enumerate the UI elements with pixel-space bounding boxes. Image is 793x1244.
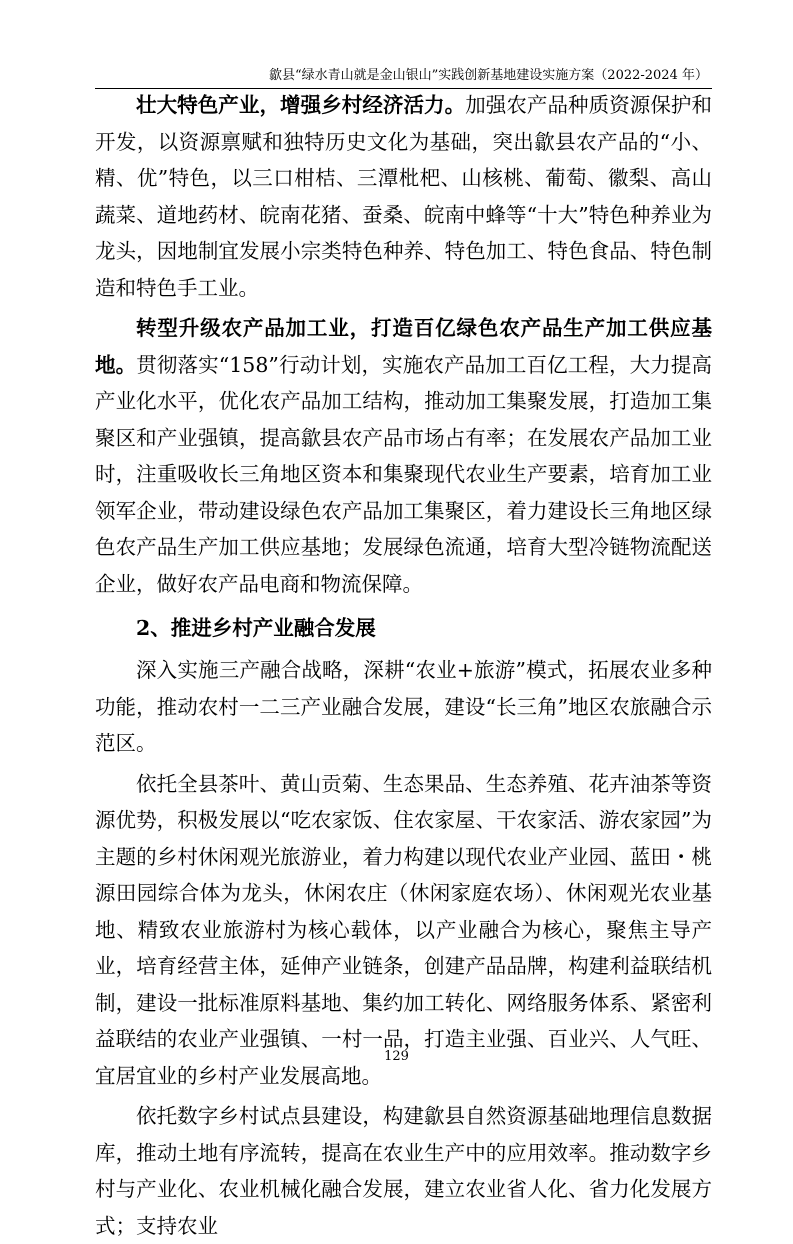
paragraph-leisure-tourism: 依托全县茶叶、黄山贡菊、生态果品、生态养殖、花卉油茶等资源优势，积极发展以“吃农家饭、住农家屋、干农家活、游农家园”为主题的乡村休闲观光旅游业，着力构建以现代农业产业园、蓝田・桃源田园综合体为龙头，休闲农庄（休闲家庭农场）、休闲观光农业基地、精致农业旅游村为核心载体，以产业融合为核心，聚焦主导产业，培育经营主体，延伸产业链条，创建产品品牌，构建利益联结机制，建设一批标准原料基地、集约加工转化、网络服务体系、紧密利益联结的农业产业强镇、一村一品，打造主业强、百业兴、人气旺、宜居宜业的乡村产业发展高地。 [95, 771, 712, 1088]
paragraph-digital-village: 依托数字乡村试点县建设，构建歙县自然资源基础地理信息数据库，推动土地有序流转，提高在农业生产中的应用效率。推动数字乡村与产业化、农业机械化融合发展，建立农业省人化、省力化发展方式；支持农业 [95, 1104, 712, 1238]
page-number: 129 [384, 1049, 409, 1064]
header-title: 歙县“绿水青山就是金山银山”实践创新基地建设实施方案（2022-2024 年） [269, 68, 708, 83]
paragraph-lead: 壮大特色产业，增强乡村经济活力。 [136, 93, 466, 117]
paragraph-integration-strategy: 深入实施三产融合战略，深耕“农业+旅游”模式，拓展农业多种功能，推动农村一二三产业融合发展，建设“长三角”地区农旅融合示范区。 [95, 658, 712, 755]
paragraph-text: 贯彻落实“158”行动计划，实施农产品加工百亿工程，大力提高产业化水平，优化农产品加工结构，推动加工集聚发展，打造加工集聚区和产业强镇，提高歙县农产品市场占有率；在发展农产品加工业时，注重吸收长三角地区资本和集聚现代农业生产要素，培育加工业领军企业，带动建设绿色农产品加工集聚区，着力建设长三角地区绿色农产品生产加工供应基地；发展绿色流通，培育大型冷链物流配送企业，做好农产品电商和物流保障。 [95, 352, 713, 596]
paragraph-processing-industry [95, 310, 712, 602]
paragraph-text: 加强农产品种质资源保护和开发，以资源禀赋和独特历史文化为基础，突出歙县农产品的“小、精、优”特色，以三口柑桔、三潭枇杷、山核桃、葡萄、徽梨、高山蔬菜、道地药材、皖南花猪、蚕桑、皖南中蜂等“十大”特色种养业为龙头，因地制宜发展小宗类特色种养、特色加工、特色食品、特色制造和特色手工业。 [95, 93, 713, 300]
document-body [95, 87, 712, 1244]
paragraph-specialty-industry [95, 87, 712, 306]
paragraph-lead: 转型升级农产品加工业，打造百亿绿色农产品生产加工供应基地。 [95, 316, 712, 377]
section-heading: 2、推进乡村产业融合发展 [136, 616, 376, 640]
page-header [95, 66, 712, 89]
